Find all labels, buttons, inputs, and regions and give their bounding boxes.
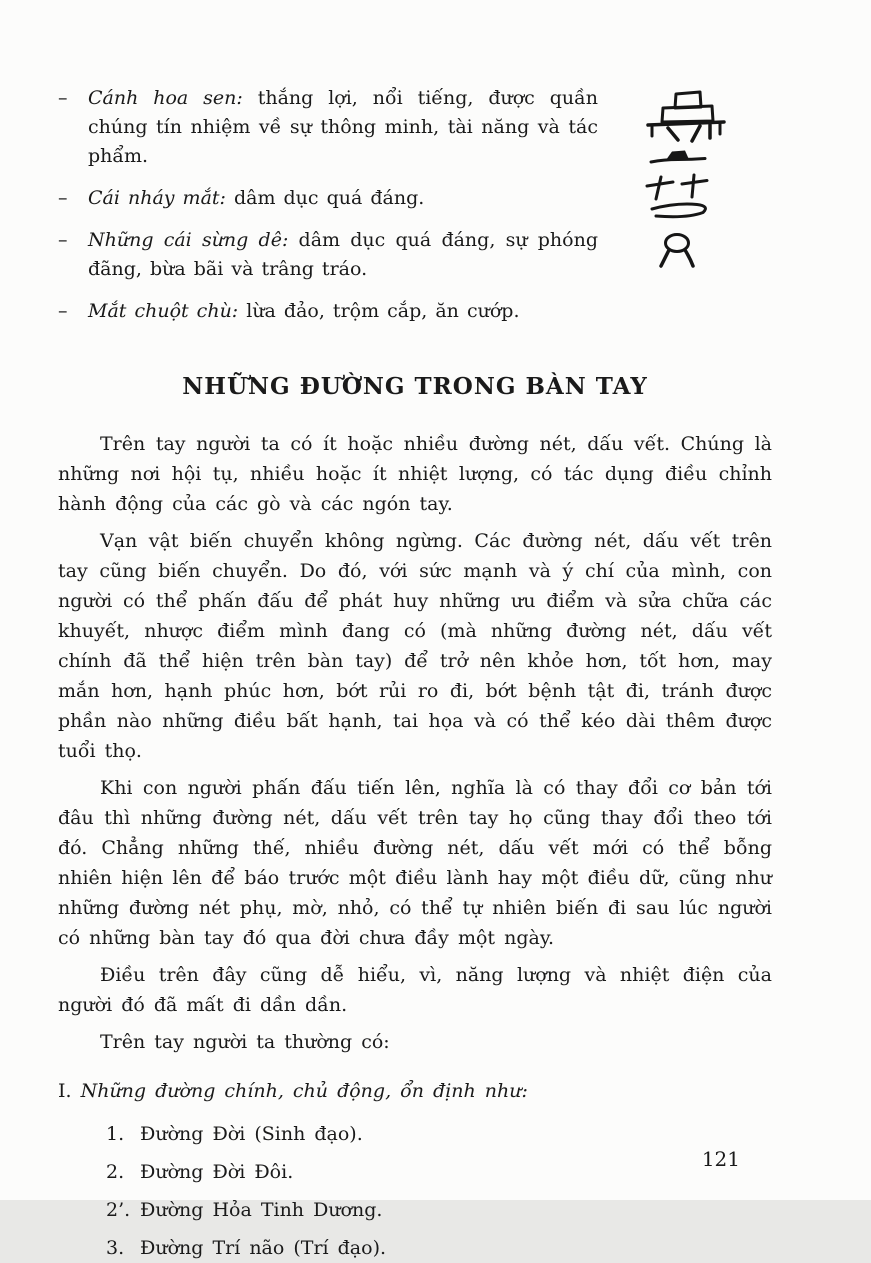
symbol-entry bbox=[88, 184, 598, 213]
bullet-dash: – bbox=[58, 229, 68, 251]
item-text: Đường Trí não (Trí đạo). bbox=[140, 1237, 387, 1259]
palm-lines-list bbox=[58, 1119, 772, 1263]
list-item bbox=[58, 84, 598, 171]
body-text bbox=[58, 429, 772, 1057]
list-item bbox=[106, 1119, 772, 1149]
symbol-description: thắng lợi, nổi tiếng, được quần chúng tín nhiệm về sự thông minh, tài năng và tác phẩm. bbox=[88, 87, 598, 167]
symbol-description: dâm dục quá đáng, sự phóng đãng, bừa bãi và trâng tráo. bbox=[88, 229, 599, 280]
page-number: 121 bbox=[701, 1147, 740, 1171]
list-item bbox=[58, 226, 598, 284]
bullet-dash: – bbox=[58, 187, 68, 209]
symbol-entry bbox=[88, 226, 598, 284]
paragraph: Khi con người phấn đấu tiến lên, nghĩa là có thay đổi cơ bản tới đâu thì những đường nét, dấu vết trên tay họ cũng thay đổi theo tới đó. Chẳng những thế, nhiều đường nét, dấu vết mới có thể bỗng nhiên hiện lên để báo trước một điều lành hay một điều dữ, cũng như những đường nét phụ, mờ, nhỏ, có thể tự nhiên biến đi sau lúc người có những bàn tay đó qua đời chưa đầy một ngày. bbox=[58, 777, 772, 949]
symbol-entry bbox=[88, 84, 598, 171]
lotus-flower-icon bbox=[646, 90, 724, 142]
goat-horns-icon bbox=[644, 174, 716, 222]
bullet-dash: – bbox=[58, 87, 68, 109]
list-item bbox=[106, 1157, 772, 1187]
symbol-description: lừa đảo, trộm cắp, ăn cướp. bbox=[238, 300, 520, 322]
section-label: I. bbox=[58, 1080, 72, 1102]
symbol-term: Mắt chuột chù: bbox=[88, 300, 239, 322]
bullet-dash: – bbox=[58, 300, 68, 322]
paragraph: Trên tay người ta thường có: bbox=[100, 1031, 390, 1053]
item-text: Đường Hỏa Tinh Dương. bbox=[140, 1199, 383, 1221]
section-title: Những đường chính, chủ động, ổn định như: bbox=[71, 1080, 528, 1102]
paragraph: Điều trên đây cũng dễ hiểu, vì, năng lượng và nhiệt điện của người đó đã mất đi dần dần. bbox=[58, 964, 772, 1016]
item-number: 2’. bbox=[106, 1199, 131, 1221]
paragraph: Vạn vật biến chuyển không ngừng. Các đường nét, dấu vết trên tay cũng biến chuyển. Do đó, với sức mạnh và ý chí của mình, con người có thể phấn đấu để phát huy những ưu điểm và sửa chữa các khuyết, nhược điểm mình đang có (mà những đường nét, dấu vết chính đã thể hiện trên bàn tay) để trở nên khỏe hơn, tốt hơn, may mắn hơn, hạnh phúc hơn, bớt rủi ro đi, bớt bệnh tật đi, tránh được phần nào những điều bất hạnh, tai họa và có thể kéo dài thêm được tuổi thọ. bbox=[58, 530, 772, 762]
paragraph: Trên tay người ta có ít hoặc nhiều đường nét, dấu vết. Chúng là những nơi hội tụ, nhiều hoặc ít nhiệt lượng, có tác dụng điều chỉnh hành động của các gò và các ngón tay. bbox=[58, 433, 772, 515]
item-text: Đường Đời (Sinh đạo). bbox=[140, 1123, 363, 1145]
page-title: NHỮNG ĐƯỜNG TRONG BÀN TAY bbox=[182, 373, 648, 400]
item-number: 3. bbox=[106, 1237, 125, 1259]
symbol-term: Cái nháy mắt: bbox=[88, 187, 226, 209]
item-text: Đường Đời Đôi. bbox=[140, 1161, 294, 1183]
symbol-entry bbox=[88, 297, 598, 326]
winking-eye-icon bbox=[650, 148, 706, 166]
symbol-term: Những cái sừng dê: bbox=[88, 229, 289, 251]
symbol-meaning-list bbox=[58, 84, 598, 326]
list-item bbox=[106, 1233, 772, 1263]
item-number: 2. bbox=[106, 1161, 125, 1183]
symbol-description: dâm dục quá đáng. bbox=[225, 187, 425, 209]
symbol-term: Cánh hoa sen: bbox=[88, 87, 243, 109]
section-heading bbox=[58, 1076, 772, 1106]
shrew-mouse-eye-icon bbox=[658, 232, 698, 269]
list-item bbox=[58, 184, 598, 213]
item-number: 1. bbox=[106, 1123, 125, 1145]
list-item bbox=[58, 297, 598, 326]
list-item bbox=[106, 1195, 772, 1225]
